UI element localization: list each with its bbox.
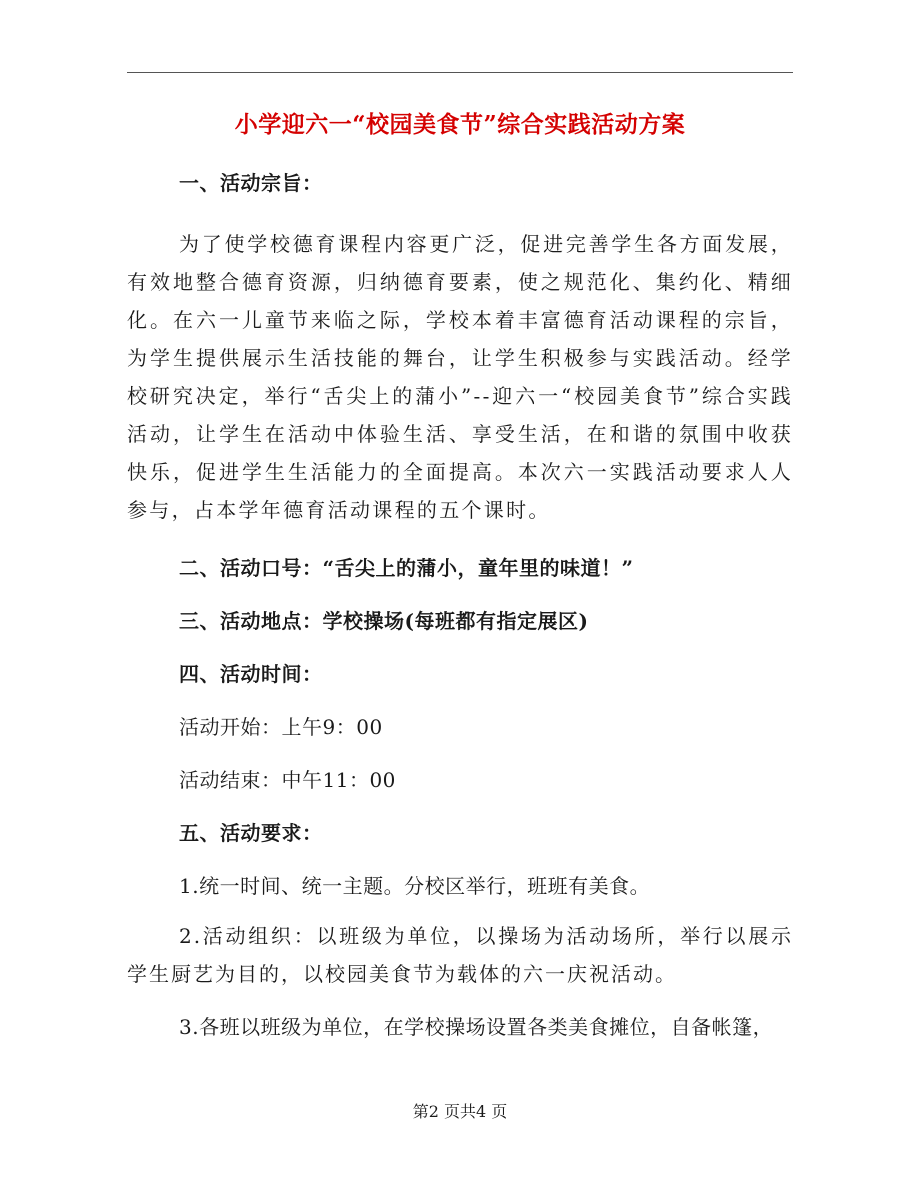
time-end-line: 活动结束：中午11：00 — [179, 768, 396, 792]
requirement-item-2: 2.活动组织：以班级为单位，以操场为活动场所，举行以展示学生厨艺为目的，以校园美食节为载体的六一庆祝活动。 — [127, 924, 793, 986]
section-heading-slogan: 二、活动口号：“舌尖上的蒲小，童年里的味道！” — [179, 556, 634, 580]
purpose-paragraph: 为了使学校德育课程内容更广泛，促进完善学生各方面发展，有效地整合德育资源，归纳德育要素，使之规范化、集约化、精细化。在六一儿童节来临之际，学校本着丰富德育活动课程的宗旨，为学生提供展示生活技能的舞台，让学生积极参与实践活动。经学校研究决定，举行“舌尖上的蒲小”--迎六一“校园美食节”综合实践活动，让学生在活动中体验生活、享受生活，在和谐的氛围中收获快乐，促进学生生活能力的全面提高。本次六一实践活动要求人人参与，占本学年德育活动课程的五个课时。 — [127, 232, 793, 522]
page-number-footer: 第2 页共4 页 — [412, 1102, 508, 1121]
section-heading-requirements: 五、活动要求： — [179, 821, 323, 845]
header-rule — [127, 72, 793, 73]
time-start-line: 活动开始：上午9：00 — [179, 715, 383, 739]
section-heading-purpose: 一、活动宗旨： — [179, 171, 323, 195]
requirement-item-3: 3.各班以班级为单位，在学校操场设置各类美食摊位，自备帐篷， — [179, 1015, 774, 1039]
requirement-item-1: 1.统一时间、统一主题。分校区举行，班班有美食。 — [179, 874, 651, 898]
document-title: 小学迎六一“校园美食节”综合实践活动方案 — [234, 111, 686, 138]
section-heading-time: 四、活动时间： — [179, 662, 323, 686]
document-body — [127, 161, 793, 1058]
section-heading-location: 三、活动地点：学校操场(每班都有指定展区) — [179, 609, 589, 633]
